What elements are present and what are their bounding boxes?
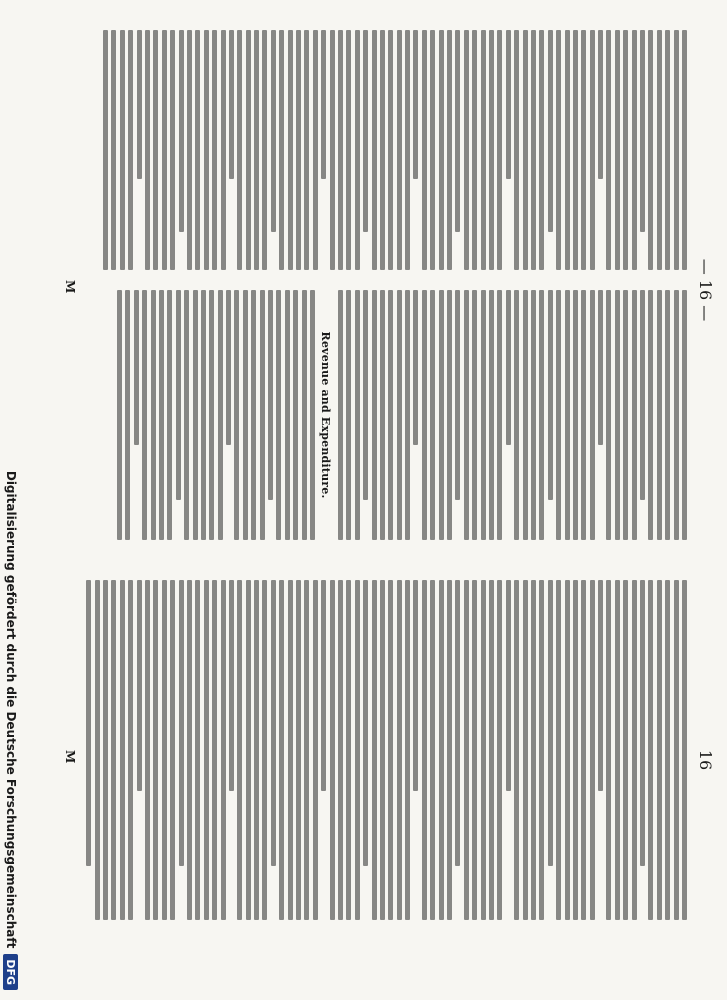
text-line — [137, 30, 142, 179]
text-line — [481, 580, 486, 920]
text-line — [539, 290, 544, 540]
text-line — [285, 290, 290, 540]
text-line — [648, 290, 653, 540]
text-line — [212, 580, 217, 920]
text-line — [111, 30, 116, 270]
text-line — [313, 30, 318, 270]
text-line — [506, 30, 511, 179]
text-line — [405, 290, 410, 540]
text-line — [497, 580, 502, 920]
text-line — [187, 30, 192, 270]
english-text-block-2 — [117, 290, 315, 540]
digitization-credit-footer — [0, 0, 22, 1000]
text-line — [606, 580, 611, 920]
text-line — [439, 580, 444, 920]
text-line — [598, 580, 603, 791]
dfg-badge: DFG — [4, 954, 19, 990]
text-line — [615, 30, 620, 270]
text-line — [330, 580, 335, 920]
text-line — [125, 290, 130, 540]
text-line — [268, 290, 273, 500]
text-line — [226, 290, 231, 445]
text-line — [221, 30, 226, 270]
text-line — [590, 30, 595, 270]
text-line — [103, 580, 108, 920]
text-line — [665, 30, 670, 270]
text-line — [288, 30, 293, 270]
text-line — [523, 580, 528, 920]
text-line — [397, 290, 402, 540]
text-line — [439, 30, 444, 270]
text-line — [455, 580, 460, 866]
text-line — [430, 290, 435, 540]
text-line — [464, 30, 469, 270]
text-line — [86, 580, 91, 866]
text-line — [117, 290, 122, 540]
text-line — [262, 30, 267, 270]
text-line — [137, 580, 142, 791]
text-line — [640, 290, 645, 500]
text-line — [674, 290, 679, 540]
text-line — [565, 580, 570, 920]
text-line — [523, 290, 528, 540]
text-line — [556, 580, 561, 920]
text-line — [489, 290, 494, 540]
text-line — [481, 30, 486, 270]
text-line — [313, 580, 318, 920]
text-line — [640, 30, 645, 232]
text-line — [170, 30, 175, 270]
text-line — [514, 30, 519, 270]
text-line — [548, 30, 553, 232]
text-line — [531, 580, 536, 920]
text-line — [640, 580, 645, 866]
text-line — [548, 290, 553, 500]
text-line — [229, 580, 234, 791]
text-line — [288, 580, 293, 920]
text-line — [397, 30, 402, 270]
text-line — [293, 290, 298, 540]
text-line — [120, 580, 125, 920]
text-line — [145, 30, 150, 270]
left-column-marker: M — [63, 280, 77, 294]
text-line — [682, 580, 687, 920]
text-line — [218, 290, 223, 540]
text-line — [565, 30, 570, 270]
text-line — [209, 290, 214, 540]
text-line — [296, 580, 301, 920]
text-line — [363, 290, 368, 500]
text-line — [497, 30, 502, 270]
text-line — [260, 290, 265, 540]
text-line — [414, 30, 419, 179]
text-line — [346, 290, 351, 540]
text-line — [251, 290, 256, 540]
text-line — [184, 290, 189, 540]
text-line — [481, 290, 486, 540]
text-line — [590, 580, 595, 920]
text-line — [212, 30, 217, 270]
text-line — [338, 580, 343, 920]
text-line — [159, 290, 164, 540]
text-line — [405, 30, 410, 270]
text-line — [657, 290, 662, 540]
text-line — [221, 580, 226, 920]
text-line — [397, 580, 402, 920]
text-line — [430, 580, 435, 920]
right-page — [27, 580, 715, 940]
text-line — [321, 30, 326, 179]
text-line — [380, 30, 385, 270]
text-line — [682, 290, 687, 540]
text-line — [271, 30, 276, 232]
text-line — [330, 30, 335, 270]
text-line — [388, 30, 393, 270]
text-line — [237, 30, 242, 270]
text-line — [497, 290, 502, 540]
text-line — [623, 290, 628, 540]
text-line — [162, 580, 167, 920]
text-line — [355, 580, 360, 920]
text-line — [179, 580, 184, 866]
text-line — [581, 290, 586, 540]
text-line — [472, 30, 477, 270]
text-line — [632, 30, 637, 270]
text-line — [573, 290, 578, 540]
text-line — [573, 580, 578, 920]
english-column — [47, 290, 687, 540]
text-line — [472, 580, 477, 920]
text-line — [276, 290, 281, 540]
text-line — [464, 580, 469, 920]
text-line — [179, 30, 184, 232]
text-line — [355, 30, 360, 270]
text-line — [388, 290, 393, 540]
text-line — [170, 580, 175, 920]
text-line — [279, 30, 284, 270]
text-line — [539, 30, 544, 270]
text-line — [111, 580, 116, 920]
text-line — [372, 30, 377, 270]
text-line — [338, 290, 343, 540]
text-line — [447, 290, 452, 540]
text-line — [176, 290, 181, 500]
text-line — [556, 290, 561, 540]
text-line — [346, 30, 351, 270]
text-line — [229, 30, 234, 179]
text-line — [615, 290, 620, 540]
text-line — [128, 580, 133, 920]
text-line — [302, 290, 307, 540]
text-line — [565, 290, 570, 540]
text-line — [120, 30, 125, 270]
text-line — [581, 580, 586, 920]
text-line — [556, 30, 561, 270]
text-line — [195, 30, 200, 270]
text-line — [665, 290, 670, 540]
text-line — [632, 580, 637, 920]
text-line — [151, 290, 156, 540]
text-line — [153, 30, 158, 270]
german-text-block — [86, 580, 687, 920]
text-line — [615, 580, 620, 920]
text-line — [606, 290, 611, 540]
text-line — [187, 580, 192, 920]
text-line — [145, 580, 150, 920]
english-text-block — [338, 290, 687, 540]
english-heading: Revenue and Expenditure. — [318, 331, 332, 499]
text-line — [363, 580, 368, 866]
text-line — [531, 290, 536, 540]
text-line — [422, 290, 427, 540]
text-line — [234, 290, 239, 540]
text-line — [414, 580, 419, 791]
text-line — [254, 580, 259, 920]
text-line — [464, 290, 469, 540]
text-line — [372, 290, 377, 540]
left-page-number: — 16 — — [696, 258, 715, 322]
text-line — [439, 290, 444, 540]
text-line — [372, 580, 377, 920]
french-column — [47, 30, 687, 270]
left-page — [27, 30, 715, 550]
text-line — [103, 30, 108, 270]
text-line — [201, 290, 206, 540]
french-text-block — [103, 30, 687, 270]
text-line — [153, 580, 158, 920]
text-line — [665, 580, 670, 920]
text-line — [447, 30, 452, 270]
text-line — [598, 290, 603, 445]
text-line — [204, 580, 209, 920]
text-line — [472, 290, 477, 540]
text-line — [246, 580, 251, 920]
text-line — [447, 580, 452, 920]
text-line — [388, 580, 393, 920]
text-line — [573, 30, 578, 270]
text-line — [581, 30, 586, 270]
text-line — [195, 580, 200, 920]
text-line — [167, 290, 172, 540]
text-line — [95, 580, 100, 920]
right-column-marker: M — [63, 750, 77, 764]
text-line — [279, 580, 284, 920]
text-line — [380, 580, 385, 920]
text-line — [363, 30, 368, 232]
text-line — [523, 30, 528, 270]
text-line — [134, 290, 139, 445]
text-line — [514, 580, 519, 920]
text-line — [422, 30, 427, 270]
text-line — [310, 290, 315, 540]
text-line — [531, 30, 536, 270]
text-line — [657, 30, 662, 270]
text-line — [321, 580, 326, 791]
text-line — [296, 30, 301, 270]
text-line — [539, 580, 544, 920]
text-line — [648, 580, 653, 920]
german-column — [47, 580, 687, 920]
text-line — [674, 580, 679, 920]
text-line — [271, 580, 276, 866]
text-line — [338, 30, 343, 270]
text-line — [506, 580, 511, 791]
text-line — [514, 290, 519, 540]
text-line — [204, 30, 209, 270]
text-line — [128, 30, 133, 270]
text-line — [489, 580, 494, 920]
text-line — [548, 580, 553, 866]
text-line — [674, 30, 679, 270]
footer-credit-text: Digitalisierung gefördert durch die Deutsche Forschungsgemeinschaft — [4, 470, 18, 949]
text-line — [623, 30, 628, 270]
text-line — [254, 30, 259, 270]
text-line — [246, 30, 251, 270]
text-line — [346, 580, 351, 920]
text-line — [657, 580, 662, 920]
text-line — [623, 580, 628, 920]
text-line — [243, 290, 248, 540]
text-line — [355, 290, 360, 540]
text-line — [193, 290, 198, 540]
text-line — [414, 290, 419, 445]
text-line — [506, 290, 511, 445]
text-line — [598, 30, 603, 179]
text-line — [405, 580, 410, 920]
text-line — [262, 580, 267, 920]
text-line — [606, 30, 611, 270]
text-line — [162, 30, 167, 270]
text-line — [237, 580, 242, 920]
text-line — [304, 580, 309, 920]
text-line — [142, 290, 147, 540]
text-line — [455, 290, 460, 500]
text-line — [430, 30, 435, 270]
text-line — [455, 30, 460, 232]
text-line — [380, 290, 385, 540]
text-line — [632, 290, 637, 540]
text-line — [304, 30, 309, 270]
text-line — [422, 580, 427, 920]
right-page-number: 16 — [696, 749, 715, 771]
text-line — [590, 290, 595, 540]
text-line — [489, 30, 494, 270]
text-line — [648, 30, 653, 270]
text-line — [682, 30, 687, 270]
